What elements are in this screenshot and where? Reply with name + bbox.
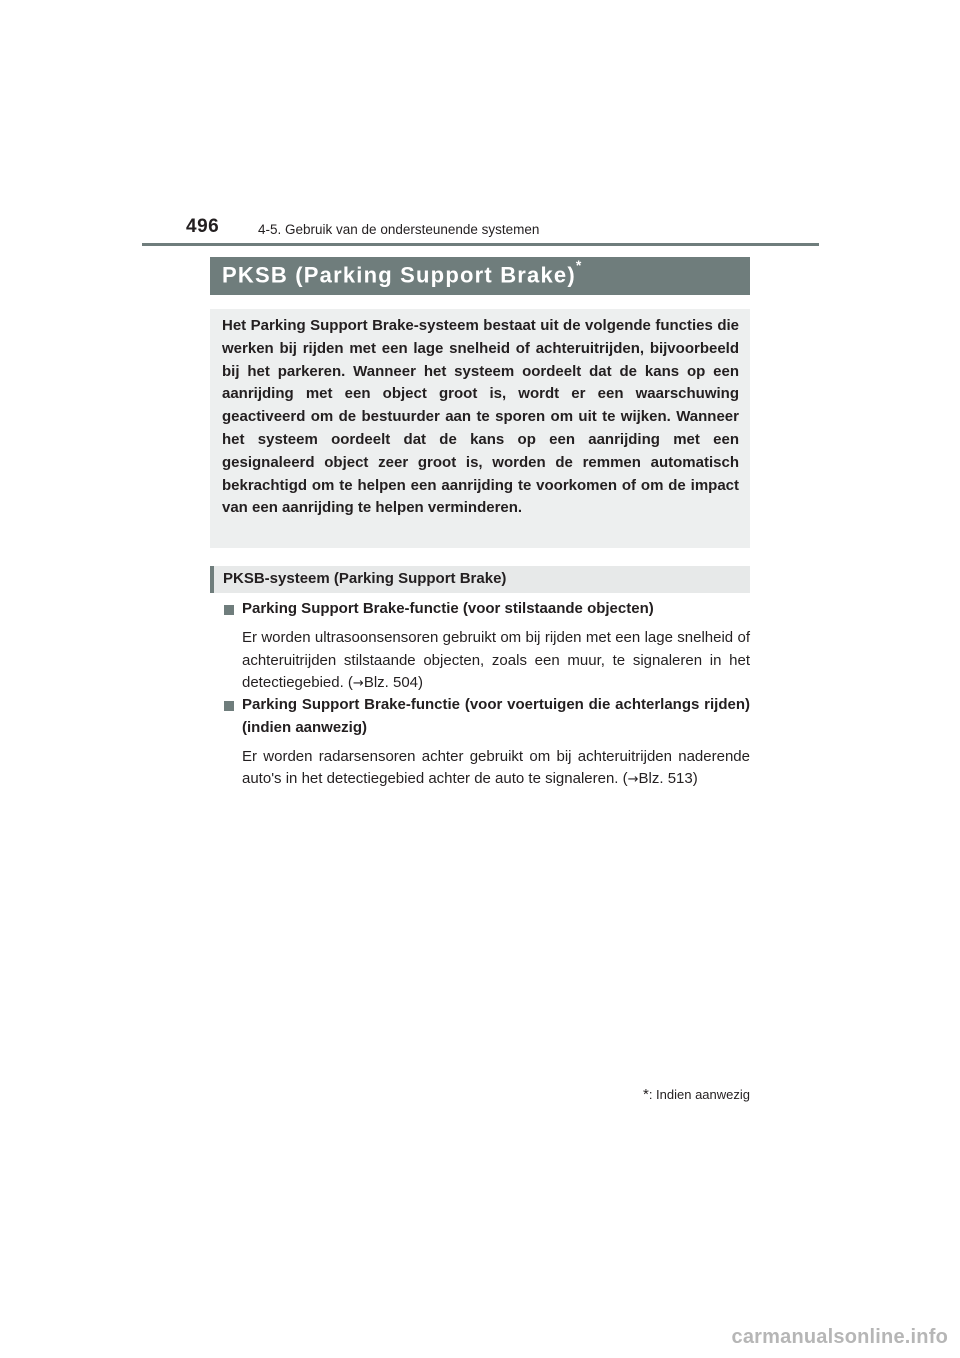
footnote xyxy=(643,1086,750,1103)
feature-body xyxy=(222,627,750,696)
section-header: 4-5. Gebruik van de ondersteunende systemen xyxy=(258,222,540,237)
footnote-text: : Indien aanwezig xyxy=(648,1087,750,1102)
section-title xyxy=(210,257,750,295)
feature-body-text: Er worden radarsensoren achter gebruikt om bij achteruitrijden naderende auto's in het detectiegebied achter de auto te signaleren. ( xyxy=(242,747,750,788)
subsection-title-text: PKSB-systeem (Parking Support Brake) xyxy=(223,570,507,587)
page-number: 496 xyxy=(186,216,220,237)
feature-item xyxy=(222,598,750,696)
page-reference-link[interactable]: Blz. 513) xyxy=(638,770,698,788)
feature-heading-text: Parking Support Brake-functie (voor stilstaande objecten) xyxy=(242,600,654,617)
feature-body-text: Er worden ultrasoonsensoren gebruikt om bij rijden met een lage snelheid of achteruitrijden stilstaande objecten, zoals een muur, te signaleren in het detectiegebied. ( xyxy=(242,628,750,692)
intro-text: Het Parking Support Brake-systeem bestaat uit de volgende functies die werken bij rijden met een lage snelheid of achteruitrijden, bijvoorbeeld bij het parkeren. Wanneer het systeem oordeelt dat de kans op een aanrijding met een object groot is, wordt er een waarschuwing geactiveerd om de bestuurder aan te sporen om uit te wijken. Wanneer het systeem oordeelt dat de kans op een aanrijding met een gesignaleerd object zeer groot is, worden de remmen automatisch bekrachtigd om te helpen een aanrijding te voorkomen of om de impact van een aanrijding te helpen verminderen. xyxy=(222,317,739,517)
section-title-text: PKSB (Parking Support Brake) xyxy=(222,262,576,288)
square-bullet-icon xyxy=(224,605,234,615)
feature-heading-text: Parking Support Brake-functie (voor voertuigen die achterlangs rijden) (indien aanwezig) xyxy=(242,696,750,736)
page-reference-link[interactable]: Blz. 504) xyxy=(363,674,424,692)
intro-box xyxy=(210,309,750,548)
right-arrow-icon: → xyxy=(352,676,364,692)
right-arrow-icon: → xyxy=(627,772,639,788)
feature-body xyxy=(222,746,750,793)
feature-heading xyxy=(222,598,750,621)
square-bullet-icon xyxy=(224,701,234,711)
watermark: carmanualsonline.info xyxy=(731,1326,948,1348)
optional-equipment-marker: * xyxy=(575,257,583,273)
feature-heading xyxy=(222,694,750,740)
header-divider xyxy=(142,243,819,246)
subsection-title xyxy=(210,566,750,593)
asterisk-icon: * xyxy=(642,1086,649,1103)
feature-item xyxy=(222,694,750,792)
